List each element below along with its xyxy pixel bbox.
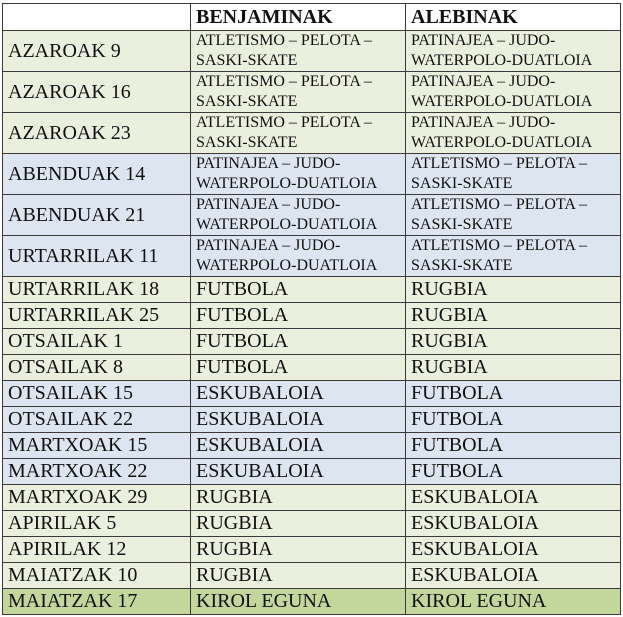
benjaminak-line: RUGBIA [196,564,273,586]
alebinak-line: KIROL EGUNA [411,590,547,612]
table-row [3,72,621,113]
alebinak-line: RUGBIA [411,356,488,378]
table-row [3,355,621,381]
alebinak-line: FUTBOLA [411,382,504,404]
alebinak-line: ESKUBALOIA [411,564,539,586]
table-row [3,537,621,563]
table-row [3,589,621,615]
schedule-body [3,31,621,615]
alebinak-cell [406,407,621,433]
date-cell: APIRILAK 12 [3,537,191,563]
table-row [3,407,621,433]
alebinak-line: ATLETISMO – PELOTA – [411,237,588,254]
benjaminak-line: WATERPOLO-DUATLOIA [196,216,378,233]
benjaminak-cell [191,236,406,277]
benjaminak-cell [191,31,406,72]
date-cell: APIRILAK 5 [3,511,191,537]
date-cell: OTSAILAK 8 [3,355,191,381]
benjaminak-line: FUTBOLA [196,356,289,378]
table-row [3,154,621,195]
benjaminak-cell [191,563,406,589]
table-row [3,329,621,355]
date-cell: ABENDUAK 14 [3,154,191,195]
date-cell: MAIATZAK 17 [3,589,191,615]
alebinak-cell [406,236,621,277]
table-row [3,485,621,511]
benjaminak-line: FUTBOLA [196,304,289,326]
table-row [3,303,621,329]
alebinak-line: FUTBOLA [411,460,504,482]
alebinak-line: WATERPOLO-DUATLOIA [411,93,593,110]
benjaminak-line: ESKUBALOIA [196,382,324,404]
alebinak-line: SASKI-SKATE [411,216,513,233]
date-cell: AZAROAK 16 [3,72,191,113]
benjaminak-line: PATINAJEA – JUDO- [196,196,341,213]
date-cell: MAIATZAK 10 [3,563,191,589]
date-cell: MARTXOAK 15 [3,433,191,459]
alebinak-line: PATINAJEA – JUDO- [411,73,556,90]
table-row [3,563,621,589]
sports-schedule-table [2,3,621,615]
benjaminak-cell [191,511,406,537]
benjaminak-line: ATLETISMO – PELOTA – [196,32,373,49]
alebinak-line: WATERPOLO-DUATLOIA [411,134,593,151]
header-benjaminak: BENJAMINAK [191,4,406,31]
date-cell: URTARRILAK 18 [3,277,191,303]
benjaminak-line: ESKUBALOIA [196,434,324,456]
date-cell: OTSAILAK 22 [3,407,191,433]
alebinak-cell [406,485,621,511]
alebinak-line: RUGBIA [411,330,488,352]
benjaminak-line: SASKI-SKATE [196,134,298,151]
alebinak-cell [406,355,621,381]
alebinak-cell [406,433,621,459]
alebinak-line: RUGBIA [411,304,488,326]
benjaminak-line: ATLETISMO – PELOTA – [196,73,373,90]
header-alebinak: ALEBINAK [406,4,621,31]
benjaminak-line: FUTBOLA [196,278,289,300]
benjaminak-line: ESKUBALOIA [196,408,324,430]
benjaminak-line: WATERPOLO-DUATLOIA [196,257,378,274]
alebinak-line: ESKUBALOIA [411,512,539,534]
alebinak-cell [406,195,621,236]
date-cell: OTSAILAK 1 [3,329,191,355]
alebinak-cell [406,459,621,485]
benjaminak-line: KIROL EGUNA [196,590,332,612]
benjaminak-line: SASKI-SKATE [196,52,298,69]
date-cell: AZAROAK 9 [3,31,191,72]
table-row [3,113,621,154]
table-row [3,459,621,485]
date-cell: AZAROAK 23 [3,113,191,154]
benjaminak-line: ATLETISMO – PELOTA – [196,114,373,131]
date-cell: MARTXOAK 22 [3,459,191,485]
table-row [3,511,621,537]
date-cell: MARTXOAK 29 [3,485,191,511]
alebinak-cell [406,31,621,72]
alebinak-cell [406,381,621,407]
date-cell: OTSAILAK 15 [3,381,191,407]
alebinak-line: ESKUBALOIA [411,538,539,560]
alebinak-cell [406,511,621,537]
table-row [3,195,621,236]
date-cell: ABENDUAK 21 [3,195,191,236]
alebinak-cell [406,113,621,154]
benjaminak-line: PATINAJEA – JUDO- [196,237,341,254]
benjaminak-cell [191,589,406,615]
alebinak-line: WATERPOLO-DUATLOIA [411,52,593,69]
alebinak-line: ATLETISMO – PELOTA – [411,155,588,172]
table-row [3,31,621,72]
benjaminak-line: RUGBIA [196,538,273,560]
alebinak-line: SASKI-SKATE [411,257,513,274]
alebinak-cell [406,277,621,303]
benjaminak-cell [191,407,406,433]
header-row [3,4,621,31]
benjaminak-line: PATINAJEA – JUDO- [196,155,341,172]
benjaminak-cell [191,329,406,355]
alebinak-cell [406,589,621,615]
benjaminak-cell [191,72,406,113]
date-cell: URTARRILAK 25 [3,303,191,329]
alebinak-cell [406,537,621,563]
alebinak-line: FUTBOLA [411,408,504,430]
table-row [3,277,621,303]
alebinak-cell [406,303,621,329]
benjaminak-line: FUTBOLA [196,330,289,352]
alebinak-cell [406,72,621,113]
benjaminak-cell [191,355,406,381]
alebinak-line: RUGBIA [411,278,488,300]
benjaminak-cell [191,154,406,195]
benjaminak-line: ESKUBALOIA [196,460,324,482]
benjaminak-line: SASKI-SKATE [196,93,298,110]
benjaminak-line: RUGBIA [196,486,273,508]
table-row [3,433,621,459]
benjaminak-line: WATERPOLO-DUATLOIA [196,175,378,192]
alebinak-line: PATINAJEA – JUDO- [411,32,556,49]
date-cell: URTARRILAK 11 [3,236,191,277]
alebinak-line: SASKI-SKATE [411,175,513,192]
alebinak-line: FUTBOLA [411,434,504,456]
benjaminak-cell [191,459,406,485]
benjaminak-cell [191,537,406,563]
table-row [3,236,621,277]
benjaminak-cell [191,195,406,236]
alebinak-cell [406,563,621,589]
alebinak-line: ATLETISMO – PELOTA – [411,196,588,213]
benjaminak-cell [191,277,406,303]
alebinak-line: PATINAJEA – JUDO- [411,114,556,131]
benjaminak-cell [191,433,406,459]
benjaminak-line: RUGBIA [196,512,273,534]
alebinak-line: ESKUBALOIA [411,486,539,508]
header-date [3,4,191,31]
benjaminak-cell [191,303,406,329]
table-row [3,381,621,407]
benjaminak-cell [191,381,406,407]
benjaminak-cell [191,113,406,154]
alebinak-cell [406,154,621,195]
alebinak-cell [406,329,621,355]
benjaminak-cell [191,485,406,511]
